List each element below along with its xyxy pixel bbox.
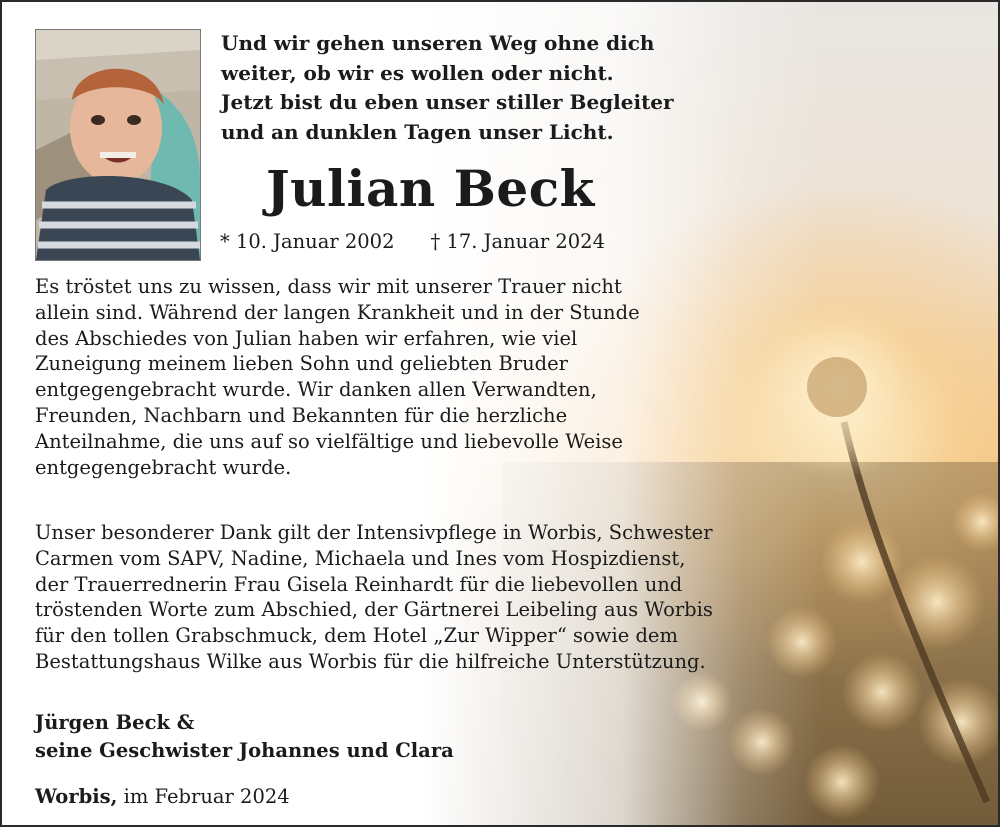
paragraph-line: Anteilnahme, die uns auf so vielfältige und liebevolle Weise: [35, 429, 623, 453]
paragraph-line: Bestattungshaus Wilke aus Worbis für die hilfreiche Unterstützung.: [35, 649, 706, 673]
place-city: Worbis,: [35, 785, 118, 808]
memorial-verse: [221, 29, 674, 147]
deceased-name: Julian Beck: [266, 159, 595, 218]
place-date: im Februar 2024: [123, 785, 290, 808]
life-dates: [220, 230, 605, 254]
paragraph-line: Unser besonderer Dank gilt der Intensivpflege in Worbis, Schwester: [35, 521, 713, 544]
paragraph-line: entgegengebracht wurde.: [35, 455, 292, 479]
portrait-photo: [35, 29, 201, 261]
paragraph-line: Freunden, Nachbarn und Bekannten für die herzliche: [35, 403, 568, 427]
signer-line: seine Geschwister Johannes und Clara: [35, 739, 454, 762]
paragraph-line: entgegengebracht wurde. Wir danken allen Verwandten,: [35, 378, 597, 402]
paragraph-line: Zuneigung meinem lieben Sohn und geliebten Bruder: [35, 352, 568, 376]
verse-line: Jetzt bist du eben unser stiller Begleiter: [221, 90, 674, 114]
verse-line: weiter, ob wir es wollen oder nicht.: [221, 60, 614, 85]
paragraph-line: für den tollen Grabschmuck, dem Hotel „Zur Wipper“ sowie dem: [35, 624, 678, 648]
paragraph-line: des Abschiedes von Julian haben wir erfahren, wie viel: [35, 326, 578, 350]
signatories: [35, 709, 454, 765]
paragraph-line: der Trauerrednerin Frau Gisela Reinhardt für die liebevollen und: [35, 572, 683, 596]
verse-line: Und wir gehen unseren Weg ohne dich: [221, 31, 655, 55]
signer-line: Jürgen Beck &: [35, 711, 195, 734]
thanks-paragraph-2: [35, 520, 713, 675]
paragraph-line: Carmen vom SAPV, Nadine, Michaela und Ines vom Hospizdienst,: [35, 546, 686, 570]
thanks-paragraph-1: [35, 274, 640, 480]
paragraph-line: tröstenden Worte zum Abschied, der Gärtnerei Leibeling aus Worbis: [35, 598, 713, 622]
paragraph-line: Es tröstet uns zu wissen, dass wir mit unserer Trauer nicht: [35, 275, 622, 298]
verse-line: und an dunklen Tagen unser Licht.: [221, 119, 614, 144]
place-and-date: [35, 783, 290, 811]
paragraph-line: allein sind. Während der langen Krankheit und in der Stunde: [35, 300, 640, 324]
death-date: † 17. Januar 2024: [430, 230, 605, 253]
birth-date: * 10. Januar 2002: [220, 230, 395, 253]
